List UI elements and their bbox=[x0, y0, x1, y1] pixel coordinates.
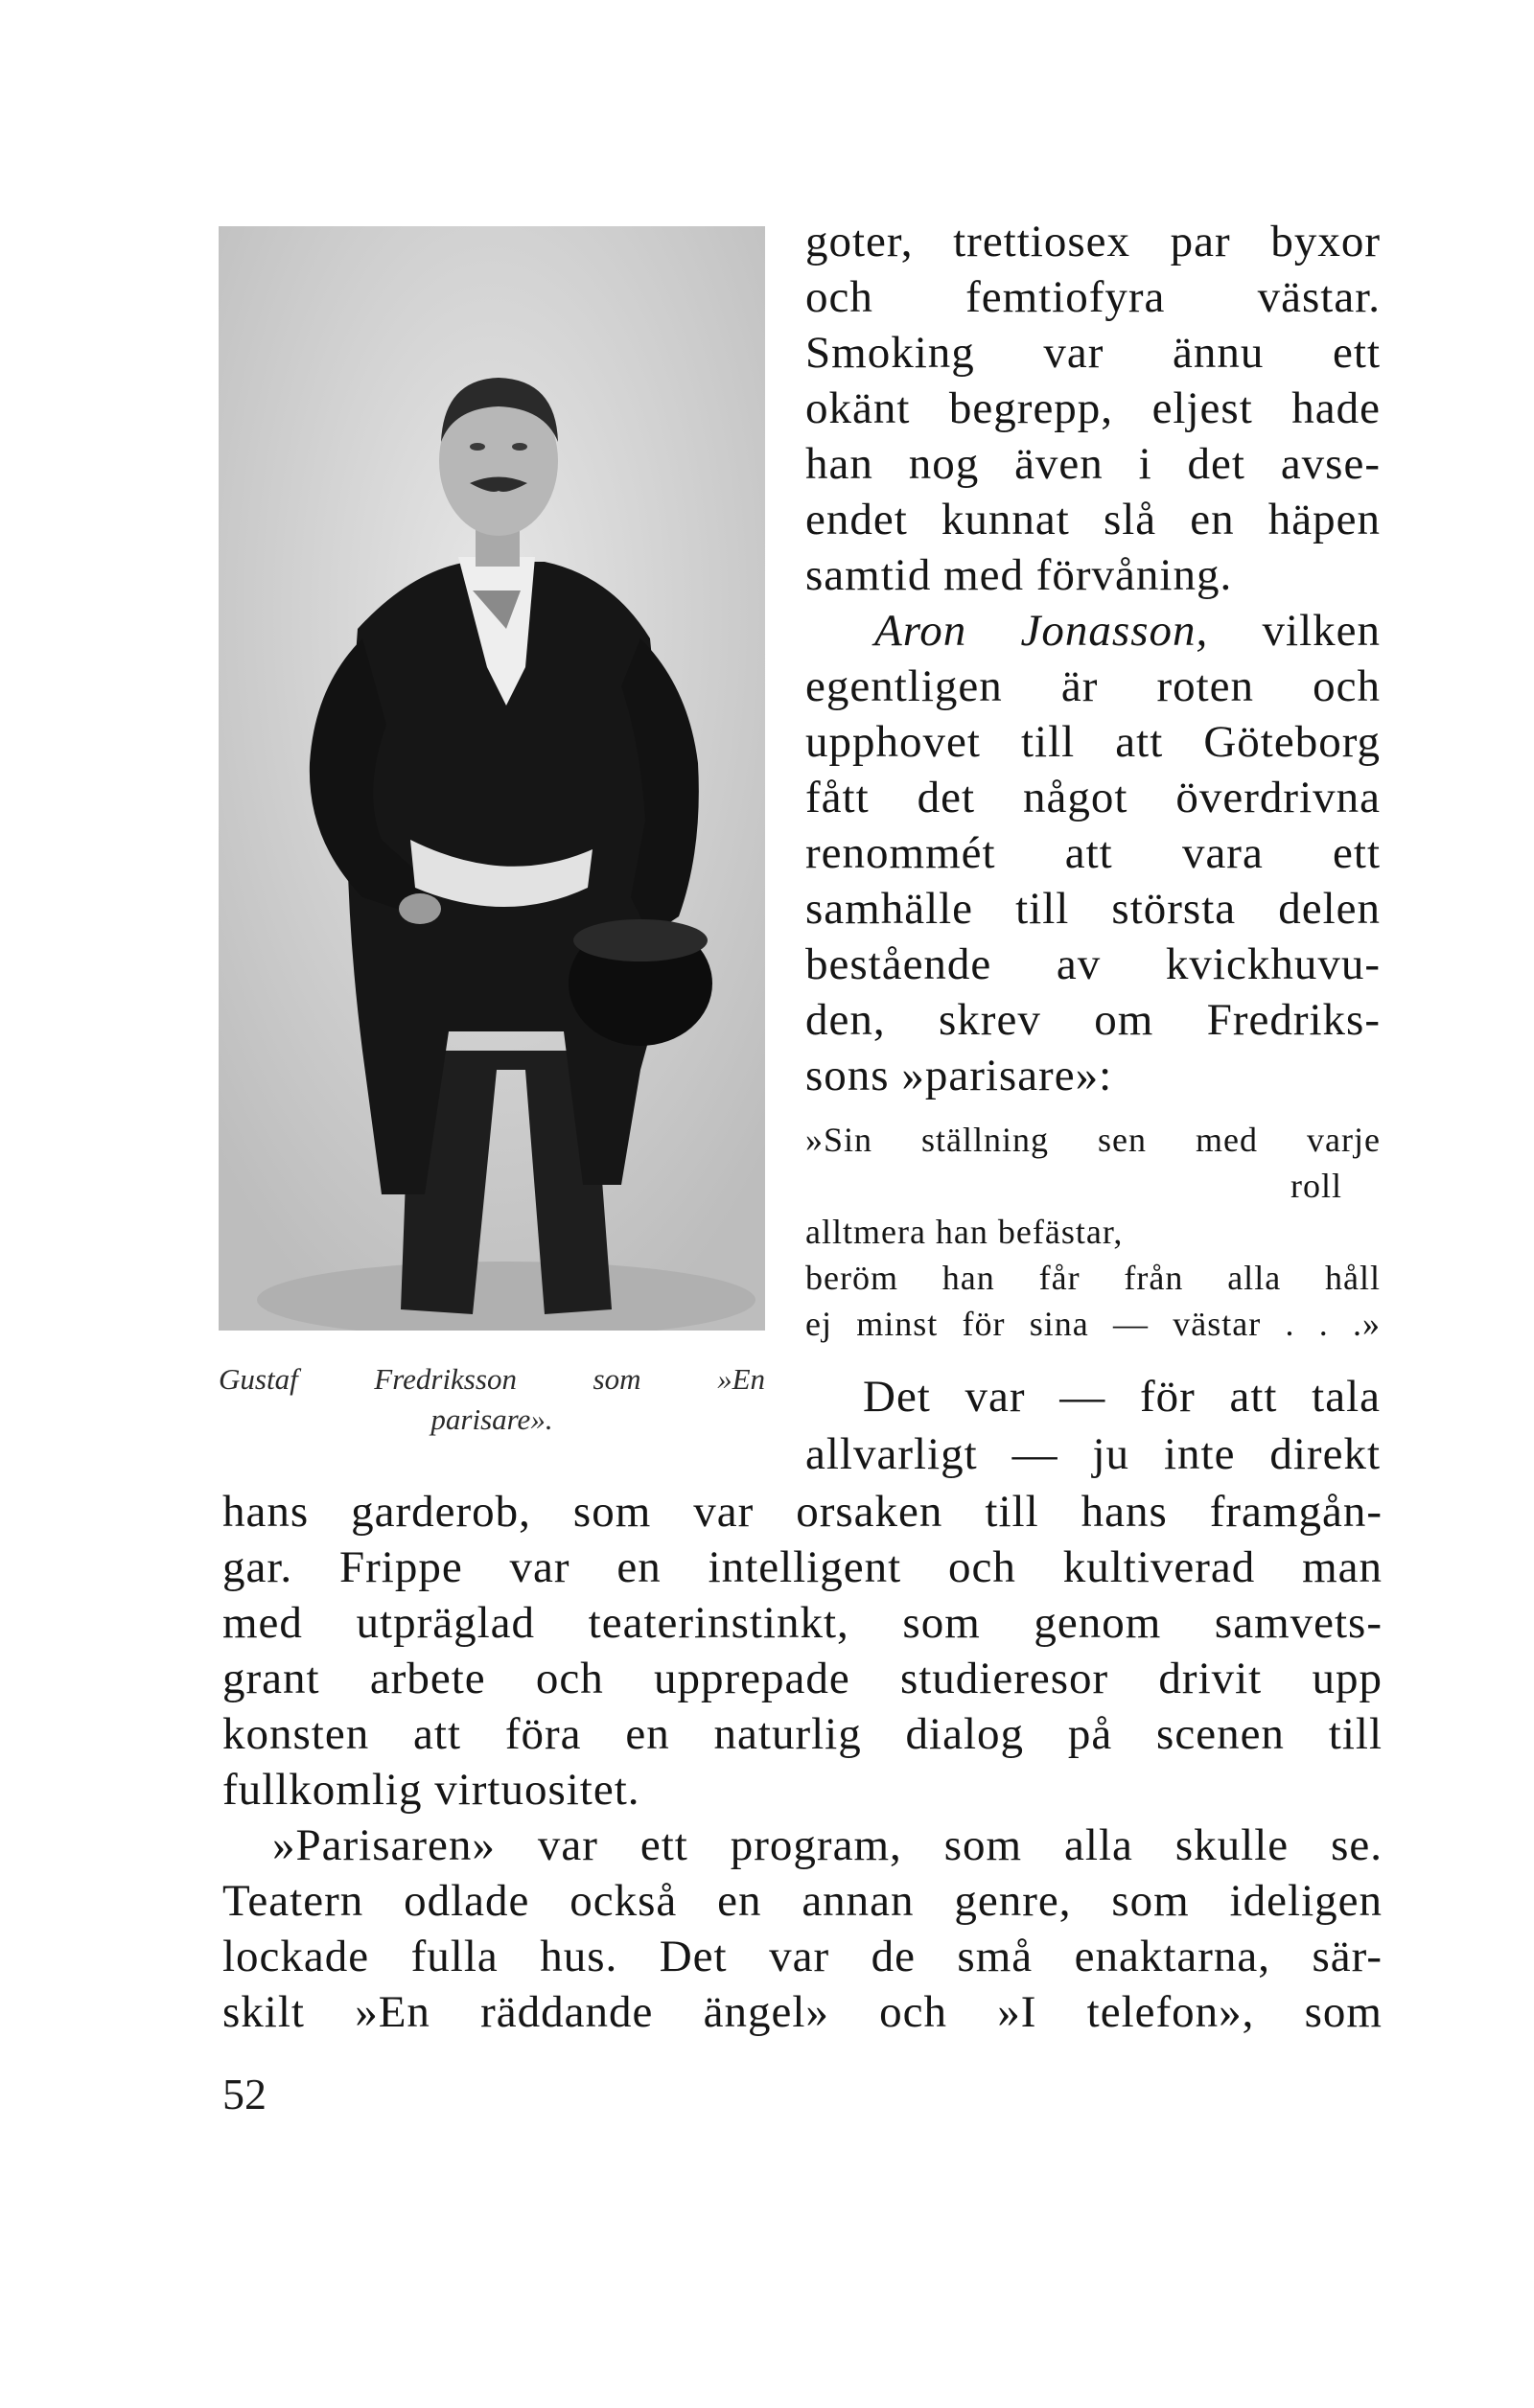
caption-word: »En bbox=[717, 1362, 765, 1396]
text-line: Det var — för att tala bbox=[863, 1372, 1381, 1422]
page-number: 52 bbox=[222, 2070, 267, 2119]
text-line: gar. Frippe var en intelligent och kultiverad man bbox=[222, 1542, 1383, 1592]
portrait-illustration bbox=[219, 226, 765, 1331]
text-line: konsten att föra en naturlig dialog på scenen till bbox=[222, 1709, 1383, 1759]
caption-line-1 bbox=[219, 1359, 765, 1400]
text-line: allvarligt — ju inte direkt bbox=[805, 1429, 1381, 1479]
portrait-photo bbox=[219, 226, 765, 1331]
text-line: fått det något överdrivna bbox=[805, 773, 1381, 822]
text-line: Teatern odlade också en annan genre, som ideligen bbox=[222, 1876, 1383, 1926]
text-line: upphovet till att Göteborg bbox=[805, 717, 1381, 767]
poem-line: »Sin ställning sen med varje bbox=[805, 1121, 1381, 1159]
caption-word: Fredriksson bbox=[374, 1362, 517, 1396]
text-line: »Parisaren» var ett program, som alla skulle se. bbox=[272, 1820, 1383, 1870]
text-fragment: vilken bbox=[1208, 606, 1381, 656]
text-line: samhälle till största delen bbox=[805, 884, 1381, 934]
text-line: skilt »En räddande ängel» och »I telefon», som bbox=[222, 1987, 1383, 2037]
caption-line-2: parisare». bbox=[430, 1402, 553, 1436]
text-line: samtid med förvåning. bbox=[805, 550, 1233, 600]
poem-line: roll bbox=[1290, 1167, 1342, 1205]
name-italic: Aron Jonasson, bbox=[874, 606, 1209, 656]
text-line: han nog även i det avse- bbox=[805, 439, 1381, 489]
text-line: den, skrev om Fredriks- bbox=[805, 995, 1381, 1045]
text-line: fullkomlig virtuositet. bbox=[222, 1765, 640, 1815]
photo-caption bbox=[219, 1359, 765, 1440]
text-line: egentligen är roten och bbox=[805, 661, 1381, 711]
text-line: bestående av kvickhuvu- bbox=[805, 939, 1381, 989]
poem-line: ej minst för sina — västar . . .» bbox=[805, 1305, 1381, 1343]
poem-line: beröm han får från alla håll bbox=[805, 1259, 1381, 1297]
text-line: med utpräglad teaterinstinkt, som genom samvets- bbox=[222, 1598, 1383, 1648]
text-line: Smoking var ännu ett bbox=[805, 328, 1381, 378]
text-line: goter, trettiosex par byxor bbox=[805, 217, 1381, 266]
text-line: hans garderob, som var orsaken till hans framgån- bbox=[222, 1487, 1383, 1537]
caption-word: som bbox=[593, 1362, 641, 1396]
text-line: sons »parisare»: bbox=[805, 1051, 1113, 1100]
caption-word: Gustaf bbox=[219, 1362, 298, 1396]
text-line: lockade fulla hus. Det var de små enaktarna, sär- bbox=[222, 1932, 1383, 1981]
text-line: grant arbete och upprepade studieresor drivit upp bbox=[222, 1654, 1383, 1703]
text-line: och femtiofyra västar. bbox=[805, 272, 1381, 322]
text-line: endet kunnat slå en häpen bbox=[805, 495, 1381, 544]
poem-line: alltmera han befästar, bbox=[805, 1213, 1124, 1251]
text-line: okänt begrepp, eljest hade bbox=[805, 383, 1381, 433]
text-line: renommét att vara ett bbox=[805, 828, 1381, 878]
text-line-aron bbox=[805, 605, 1381, 657]
